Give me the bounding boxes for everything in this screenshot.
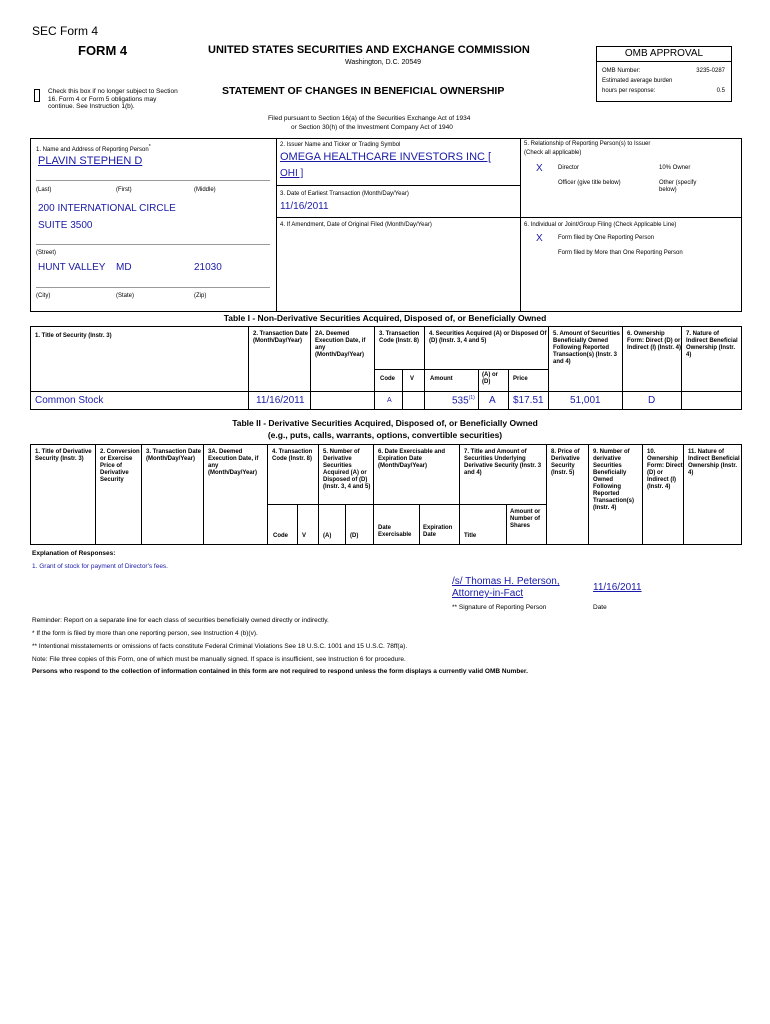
t1-row-price: $17.51 [513,395,544,406]
t2-title: Title [464,533,477,539]
note-2: ** Intentional misstatements or omissions of facts constitute Federal Criminal Violations See 18 U.S.C. 1001 and 15 U.S.C. 78ff(a). [32,643,408,650]
director-label: Director [558,165,580,171]
reminder-note: Reminder: Report on a separate line for each class of securities beneficially owned directly or indirectly. [32,617,329,624]
t2-h7: 7. Title and Amount of Securities Underlying Derivative Security (Instr. 3 and 4) [464,449,542,476]
t2-h6: 6. Date Exercisable and Expiration Date (Month/Day/Year) [378,449,446,469]
t2-h11: 11. Nature of Indirect Beneficial Ownership (Instr. 4) [688,449,740,476]
signature-date-link[interactable]: 11/16/2011 [593,582,642,593]
state-label: (State) [116,293,135,299]
t2-h4: 4. Transaction Code (Instr. 8) [272,449,313,462]
middle-label: (Middle) [194,187,216,193]
omb-number-label: OMB Number: [602,68,641,74]
t2-h5: 5. Number of Derivative Securities Acquired (A) or Disposed of (D) (Instr. 3, 4 and 5) [323,449,371,490]
reporting-person-label: 1. Name and Address of Reporting Person* [36,144,151,153]
t1-row-ad: A [489,395,496,406]
ticker-link[interactable]: OHI ] [280,168,304,179]
t1-h2: 2. Transaction Date (Month/Day/Year) [253,331,309,344]
zip-value: 21030 [194,262,222,273]
officer-label: Officer (give title below) [558,180,621,186]
date-label: Date [593,604,607,611]
t1-ad: (A) or (D) [482,372,498,385]
issuer-label: 2. Issuer Name and Ticker or Trading Symbol [280,142,401,148]
t2-code: Code [273,533,288,539]
state-value: MD [116,262,132,273]
signature-line-2[interactable]: Attorney-in-Fact [452,588,524,599]
first-label: (First) [116,187,132,193]
omb-number-value: 3235-0287 [696,68,725,74]
form-title: FORM 4 [78,43,128,58]
relationship-label-1: 5. Relationship of Reporting Person(s) to Issuer [524,141,651,147]
street-line-2: SUITE 3500 [38,220,93,231]
omb-title: OMB APPROVAL [597,47,731,62]
t1-row-form: D [648,395,656,406]
table2-title-1: Table II - Derivative Securities Acquired, Disposed of, or Beneficially Owned [232,418,538,428]
reporting-person-link[interactable]: PLAVIN STEPHEN D [38,155,143,167]
last-label: (Last) [36,187,52,193]
ten-pct-owner-label: 10% Owner [659,165,691,171]
t1-row-title: Common Stock [35,395,104,406]
t2-exp: Expiration Date [423,525,453,538]
city-label: (City) [36,293,51,299]
t1-price: Price [513,376,528,382]
issuer-name[interactable] [280,151,491,163]
note-1: * If the form is filed by more than one reporting person, see Instruction 4 (b)(v). [32,630,258,637]
signature-name[interactable] [452,576,560,600]
t1-code: Code [380,376,395,382]
t1-row-amount: 535$^{(1)}$ [452,395,475,407]
t2-amount-shares: Amount or Number of Shares [510,509,541,529]
t2-d: (D) [350,533,359,539]
t1-h7: 7. Nature of Indirect Beneficial Ownership (Instr. 4) [686,331,738,358]
t2-h1: 1. Title of Derivative Security (Instr. 3) [35,449,92,462]
omb-hours-value: 0.5 [716,88,725,94]
t1-h6: 6. Ownership Form: Direct (D) or Indirect (I) (Instr. 4) [627,331,682,351]
street-line-1: 200 INTERNATIONAL CIRCLE [38,203,176,214]
omb-hours-label: hours per response: [602,88,656,94]
filed-pursuant-2: or Section 30(h) of the Investment Company Act of 1940 [291,124,453,131]
more-person-label: Form filed by More than One Reporting Person [558,250,683,256]
t1-row-date: 11/16/2011 [256,395,305,406]
location: Washington, D.C. 20549 [345,59,422,66]
t1-h3: 3. Transaction Code (Instr. 8) [379,331,420,344]
other-label: Other (specify below) [659,180,697,193]
city-value: HUNT VALLEY [38,262,106,273]
filed-pursuant-1: Filed pursuant to Section 16(a) of the Securities Exchange Act of 1934 [268,115,471,122]
t1-amount: Amount [430,376,453,382]
t2-h10: 10. Ownership Form: Direct (D) or Indirect (I) (Instr. 4) [647,449,683,490]
amendment-label: 4. If Amendment, Date of Original Filed (Month/Day/Year) [280,222,432,228]
t2-date-ex: Date Exercisable [378,525,412,538]
explanation-1: 1. Grant of stock for payment of Director's fees. [32,563,168,570]
statement-title: STATEMENT OF CHANGES IN BENEFICIAL OWNERSHIP [222,85,505,97]
filing-label: 6. Individual or Joint/Group Filing (Check Applicable Line) [524,222,677,228]
omb-burden-label: Estimated average burden [602,78,673,84]
t1-v: V [410,376,415,382]
relationship-label-2: (Check all applicable) [524,150,582,156]
sec-form-label: SEC Form 4 [32,24,99,38]
omb-box [596,46,732,102]
t2-h9: 9. Number of derivative Securities Beneficially Owned Following Reported Transaction(s) (Instr. 4) [593,449,635,511]
signature-date[interactable] [593,582,642,593]
t1-h5: 5. Amount of Securities Beneficially Owned Following Reported Transaction(s) (Instr. 3 and 4) [553,331,620,365]
explanation-label: Explanation of Responses: [32,550,116,557]
table2-title-2: (e.g., puts, calls, warrants, options, convertible securities) [267,430,503,440]
note-3: Note: File three copies of this Form, one of which must be manually signed. If space is insufficient, see Instruction 6 for procedure. [32,656,406,663]
issuer-ticker[interactable] [280,168,303,179]
t1-row-code: A [387,397,392,404]
director-check[interactable]: X [536,163,543,174]
reporting-person-name[interactable] [38,155,142,167]
t2-h3a: 3A. Deemed Execution Date, if any (Month/Day/Year) [208,449,259,476]
table1-title: Table I - Non-Derivative Securities Acquired, Disposed of, or Beneficially Owned [223,313,547,323]
earliest-date-value: 11/16/2011 [280,201,329,212]
note-4: Persons who respond to the collection of information contained in this form are not required to respond unless the form displays a currently valid OMB Number. [32,668,528,675]
t2-h3: 3. Transaction Date (Month/Day/Year) [146,449,202,462]
t1-h1: 1. Title of Security (Instr. 3) [35,333,112,339]
issuer-link[interactable]: OMEGA HEALTHCARE INVESTORS INC [ [280,151,492,163]
t2-h2: 2. Conversion or Exercise Price of Derivative Security [100,449,140,483]
section16-note: Check this box if no longer subject to Section 16. Form 4 or Form 5 obligations may continue. See Instruction 1(b). [48,88,178,110]
section16-checkbox[interactable] [34,89,40,102]
t2-a: (A) [323,533,332,539]
t1-row-owned: 51,001 [570,395,601,406]
t1-row-footnote: (1) [468,395,475,401]
t2-v: V [302,533,307,539]
t1-h2a: 2A. Deemed Execution Date, if any (Month/Day/Year) [315,331,366,358]
signature-line-1[interactable]: /s/ Thomas H. Peterson, [452,576,560,587]
earliest-date-label: 3. Date of Earliest Transaction (Month/Day/Year) [280,191,409,197]
one-person-check[interactable]: X [536,233,543,244]
signature-label: ** Signature of Reporting Person [452,604,547,611]
t2-h8: 8. Price of Derivative Security (Instr. 5) [551,449,580,476]
street-label: (Street) [36,250,57,256]
commission-title: UNITED STATES SECURITIES AND EXCHANGE COMMISSION [208,44,530,56]
one-person-label: Form filed by One Reporting Person [558,235,655,241]
zip-label: (Zip) [194,293,207,299]
t1-h4: 4. Securities Acquired (A) or Disposed Of (D) (Instr. 3, 4 and 5) [429,331,547,344]
